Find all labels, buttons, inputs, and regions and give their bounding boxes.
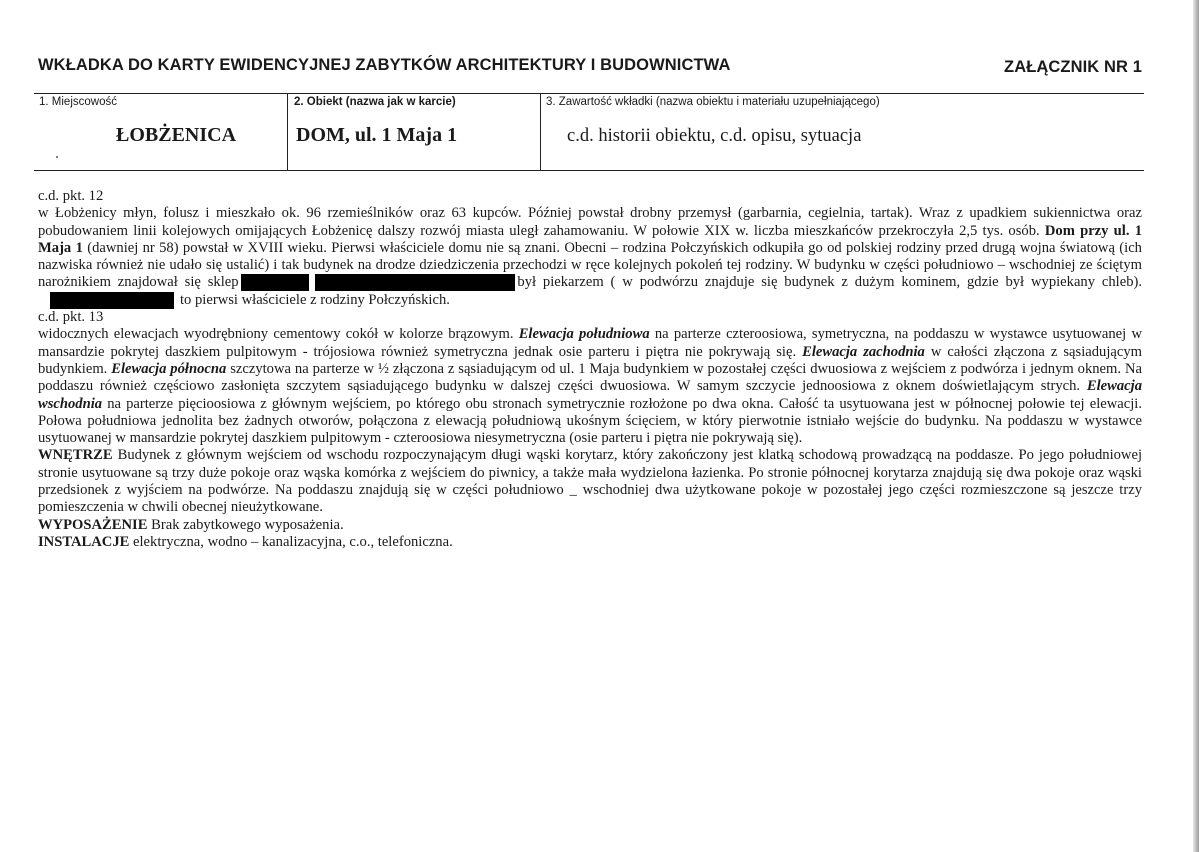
section-13-part-2: na parterze czteroosiowa, symetryczna, na poddaszu w wystawce usytuowanej w mansardzie pokrytej daszkiem pulpitowym - trójosiowa również symetryczna jednak osie parteru i piętra nie pokrywają się. [38, 326, 1142, 360]
field-locality [34, 94, 287, 170]
section-12-part-5: to pierwsi właściciele z rodziny Połczyńskich. [180, 291, 450, 308]
section-13-heading: c.d. pkt. 13 [38, 309, 104, 326]
section-13-part-1: widocznych elewacjach wyodrębniony cementowy cokół w kolorze brązowym. [38, 326, 519, 343]
elevation-north-label: Elewacja północna [111, 360, 227, 377]
section-13-part-5: na parterze pięcioosiowa z głównym wejściem, po którego obu stronach symetrycznie rozłożone po dwa okna. Całość ta usytuowana jest w północnej połowie tej elewacji. Połowa południowa jednolita bez żadnych otworów, połączona z elewacją południową ukośnym ścięciem, w który pierwotnie istniało wejście do budynku. Na poddaszu w wystawce usytuowanej w mansardzie pokrytej daszkiem pulpitowym - czteroosiowa niesymetryczna (osie parteru i piętra nie pokrywają się). [38, 395, 1142, 447]
section-12-house-address: Dom przy ul. 1 Maja 1 [38, 222, 1142, 256]
interior-text: Budynek z głównym wejściem od wschodu rozpoczynającym długi wąski korytarz, który zakończony jest klatką schodową prowadzącą na poddasze. Po jego południowej stronie usytuowane są trzy duże pokoje oraz wąska komórka z wejściem do piwnicy, a także mała wydzielona łazienka. Po stronie północnej korytarza znajdują się dwa pokoje oraz wąski przedsionek z wyjściem na podwórze. Na poddaszu znajdują się w części południowo _ wschodniej dwa użytkowane pokoje w pozostałej jego części rozmieszczone są jeszcze trzy pomieszczenia w chwili obecnej nieużytkowane. [38, 447, 1142, 516]
page-edge-shadow [1193, 0, 1199, 852]
section-12-heading: c.d. pkt. 12 [38, 188, 104, 204]
section-13-text [38, 326, 1142, 447]
section-13-part-3: w całości złączona z sąsiadującym budynkiem. [38, 343, 1142, 377]
document-header [38, 52, 1142, 82]
section-13-part-4: szczytowa na parterze w ½ złączona z sąsiadującym od ul. 1 Maja budynkiem w pozostałej części dwuosiowa z wejściem z podwórza i jednym oknem. Na poddaszu również częściowo zasłonięta szczytem sąsiadującego budynku w dalszej części dwuosiowa. W samym szczycie jednoosiowa z oknem doświetlającym strych. [38, 360, 1142, 395]
equipment-label: WYPOSAŻENIE [38, 516, 148, 533]
redaction-box [315, 274, 515, 291]
installations-paragraph [38, 534, 1142, 551]
section-12-part-3: (dawniej nr 58) powstał w XVIII wieku. Pierwsi właściciele domu nie są znani. Obecni – rodzina Połczyńskich odkupiła go od polskiej rodziny przed drugą wojna światową (ich nazwiska również nie udało się ustalić) i tak budynek na drodze dziedziczenia przechodzi w ręce kolejnych pokoleń tej rodziny. W budynku w części południowo – wschodniej ze ściętym narożnikiem znajdował się sklep [38, 239, 1142, 291]
installations-text: elektryczna, wodno – kanalizacyjna, c.o., telefoniczna. [129, 533, 453, 550]
scan-dot [56, 156, 58, 158]
installations-label: INSTALACJE [38, 533, 130, 550]
elevation-west-label: Elewacja zachodnia [802, 343, 925, 360]
field-object [287, 94, 540, 170]
equipment-paragraph [38, 517, 1142, 534]
elevation-south-label: Elewacja południowa [518, 326, 650, 343]
attachment-number: ZAŁĄCZNIK NR 1 [1004, 58, 1142, 76]
section-12-part-4: był piekarzem ( w podwórzu znajduje się budynek z dużym kominem, gdzie był wypiekany chleb). [517, 274, 1142, 291]
field-object-label: 2. Obiekt (nazwa jak w karcie) [294, 96, 456, 108]
interior-paragraph [38, 447, 1142, 516]
field-object-value: DOM, ul. 1 Maja 1 [296, 124, 458, 146]
section-12-text [38, 205, 1142, 309]
document-body [38, 188, 1142, 551]
elevation-east-label: Elewacja wschodnia [38, 378, 1142, 412]
section-12-part-1: w Łobżenicy młyn, folusz i mieszkało ok. 96 rzemieślników oraz 63 kupców. Później powstał drobny przemysł (garbarnia, cegielnia, tartak). Wraz z upadkiem sukiennictwa oraz pobudowaniem linii kolejowych omijających Łobżenicę dalszy rozwój miasta uległ zahamowaniu. W połowie XIX w. liczba mieszkańców przekroczyła 2,5 tys. osób. [38, 205, 1142, 239]
field-contents-label: 3. Zawartość wkładki (nazwa obiektu i materiału uzupełniającego) [546, 96, 880, 108]
form-header-table [34, 93, 1144, 171]
redaction-box [241, 274, 309, 291]
field-contents-value: c.d. historii obiektu, c.d. opisu, sytuacja [567, 126, 862, 146]
interior-label: WNĘTRZE [38, 447, 113, 464]
field-locality-label: 1. Miejscowość [39, 96, 117, 108]
field-contents [540, 94, 1144, 170]
document-title: WKŁADKA DO KARTY EWIDENCYJNEJ ZABYTKÓW ARCHITEKTURY I BUDOWNICTWA [38, 56, 731, 74]
field-locality-value: ŁOBŻENICA [116, 124, 237, 146]
equipment-text: Brak zabytkowego wyposażenia. [147, 516, 344, 533]
redaction-box [50, 292, 174, 309]
